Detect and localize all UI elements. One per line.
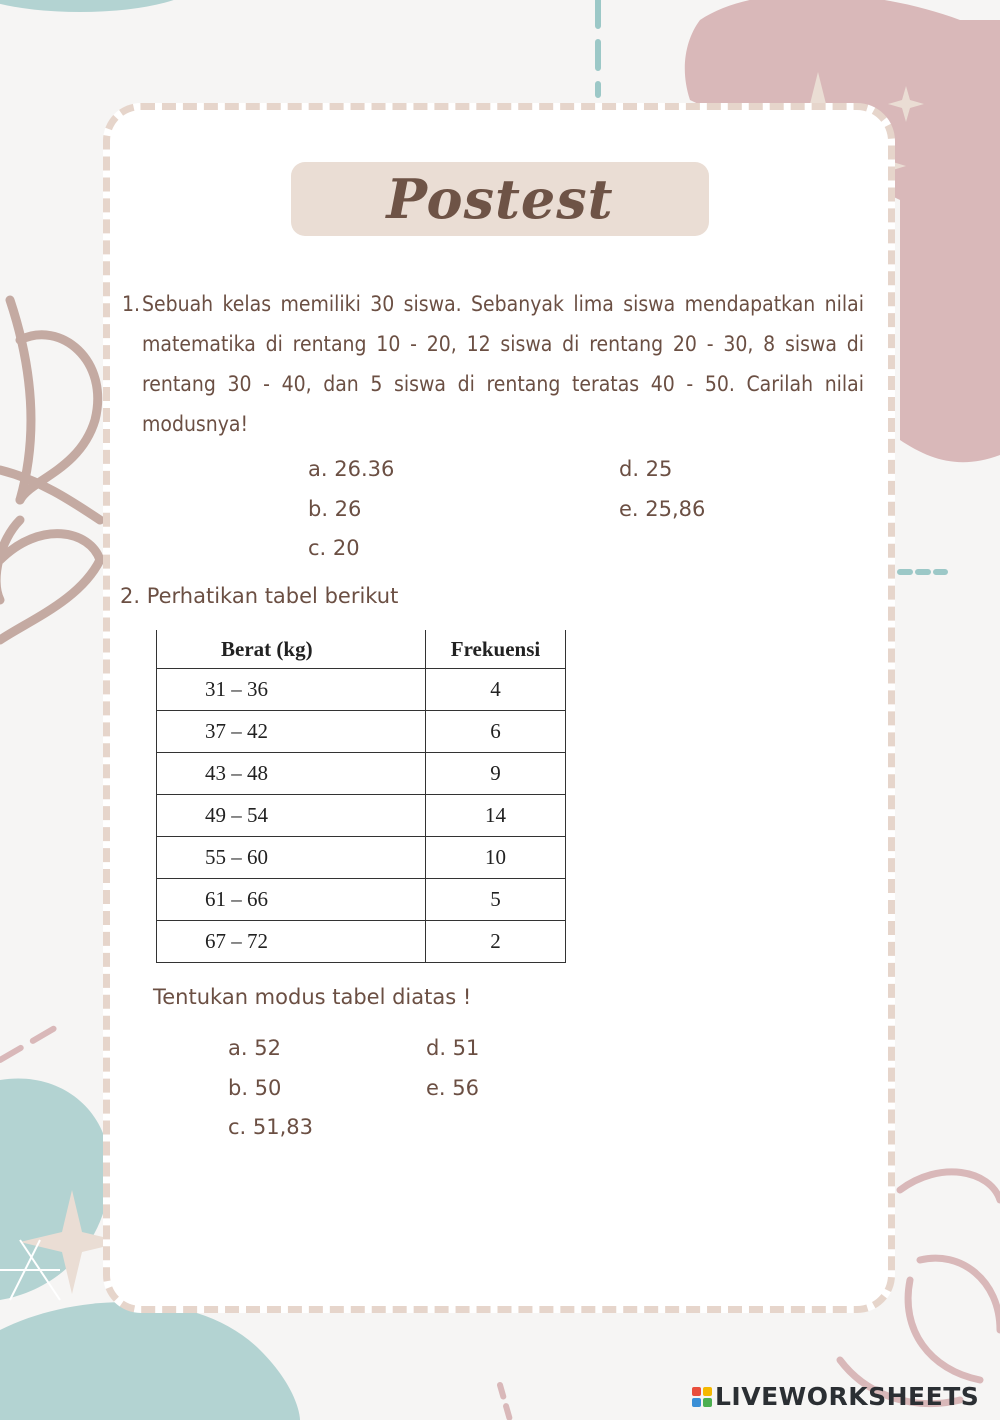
table-row — [157, 711, 566, 753]
table-cell-range: 49 – 54 — [157, 795, 426, 837]
q2-option-c[interactable]: c. 51,83 — [228, 1115, 314, 1139]
page-title: Postest — [386, 167, 614, 231]
table-cell-range: 55 – 60 — [157, 837, 426, 879]
table-row — [157, 837, 566, 879]
table-cell-range: 37 – 42 — [157, 711, 426, 753]
q1-option-e[interactable]: e. 25,86 — [619, 497, 706, 521]
liveworksheets-logo-icon — [692, 1387, 712, 1407]
table-row — [157, 921, 566, 963]
table-cell-frequency: 14 — [426, 795, 566, 837]
q2-option-d[interactable]: d. 51 — [426, 1036, 480, 1060]
table-row — [157, 795, 566, 837]
table-cell-frequency: 2 — [426, 921, 566, 963]
title-banner — [291, 162, 709, 236]
table-cell-range: 67 – 72 — [157, 921, 426, 963]
table-cell-frequency: 6 — [426, 711, 566, 753]
q1-option-d[interactable]: d. 25 — [619, 457, 673, 481]
question-2-prompt: 2. Perhatikan tabel berikut — [120, 584, 399, 608]
q2-option-b[interactable]: b. 50 — [228, 1076, 282, 1100]
frequency-table — [156, 630, 566, 963]
table-row — [157, 669, 566, 711]
table-row — [157, 879, 566, 921]
table-header-frequency: Frekuensi — [426, 630, 566, 669]
q1-option-c[interactable]: c. 20 — [308, 536, 360, 560]
q2-option-e[interactable]: e. 56 — [426, 1076, 479, 1100]
question-1-text: Sebuah kelas memiliki 30 siswa. Sebanyak lima siswa mendapatkan nilai matematika di rentang 10 - 20, 12 siswa di rentang 20 - 30, 8 siswa di rentang 30 - 40, dan 5 siswa di rentang teratas 40 - 50. Carilah nilai modusnya! — [142, 292, 864, 436]
q1-option-b[interactable]: b. 26 — [308, 497, 362, 521]
question-2-ask: Tentukan modus tabel diatas ! — [153, 985, 472, 1009]
brand-text: LIVEWORKSHEETS — [715, 1382, 980, 1411]
question-1 — [122, 284, 864, 444]
q1-option-a[interactable]: a. 26.36 — [308, 457, 395, 481]
question-1-number: 1. — [122, 292, 141, 316]
table-header-weight: Berat (kg) — [157, 630, 426, 669]
q2-option-a[interactable]: a. 52 — [228, 1036, 281, 1060]
table-cell-frequency: 5 — [426, 879, 566, 921]
table-cell-range: 61 – 66 — [157, 879, 426, 921]
table-row — [157, 753, 566, 795]
table-cell-frequency: 10 — [426, 837, 566, 879]
table-cell-range: 31 – 36 — [157, 669, 426, 711]
table-cell-frequency: 9 — [426, 753, 566, 795]
liveworksheets-brand — [692, 1382, 979, 1411]
table-cell-frequency: 4 — [426, 669, 566, 711]
table-cell-range: 43 – 48 — [157, 753, 426, 795]
table-header-row — [157, 630, 566, 669]
